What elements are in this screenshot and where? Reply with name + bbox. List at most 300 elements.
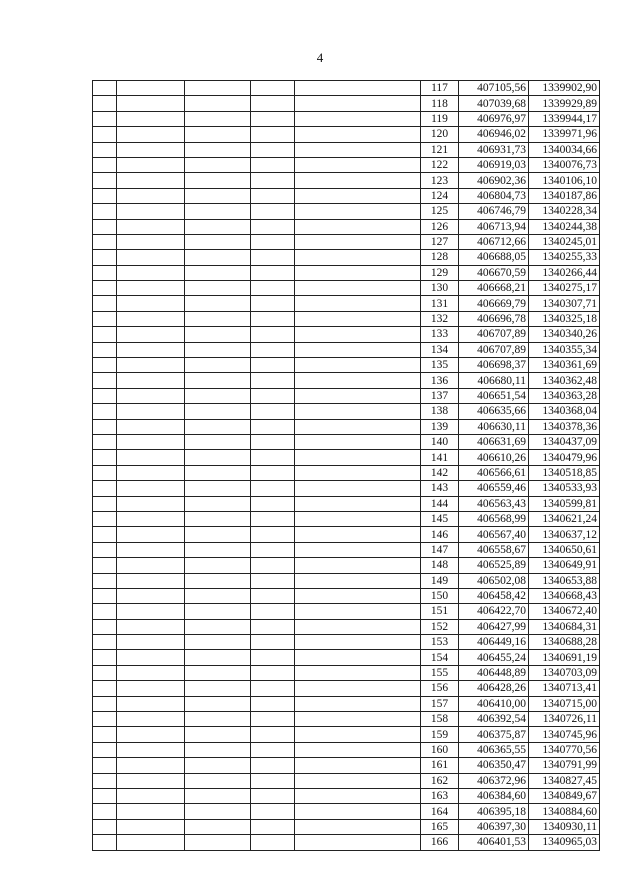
- x-coordinate-cell: 406567,40: [459, 527, 529, 542]
- blank-cell: [251, 404, 295, 419]
- blank-cell: [185, 127, 251, 142]
- blank-cell: [93, 650, 117, 665]
- blank-cell: [117, 819, 185, 834]
- point-number-cell: 128: [421, 250, 459, 265]
- point-number-cell: 150: [421, 588, 459, 603]
- blank-cell: [93, 96, 117, 111]
- x-coordinate-cell: 406558,67: [459, 542, 529, 557]
- blank-cell: [295, 496, 421, 511]
- table-row: [93, 573, 600, 588]
- point-number-cell: 146: [421, 527, 459, 542]
- blank-cell: [117, 665, 185, 680]
- y-coordinate-cell: 1340791,99: [529, 758, 600, 773]
- blank-cell: [185, 542, 251, 557]
- blank-cell: [93, 635, 117, 650]
- blank-cell: [251, 542, 295, 557]
- blank-cell: [251, 696, 295, 711]
- blank-cell: [93, 742, 117, 757]
- blank-cell: [185, 265, 251, 280]
- blank-cell: [185, 173, 251, 188]
- blank-cell: [117, 373, 185, 388]
- blank-cell: [185, 727, 251, 742]
- blank-cell: [185, 650, 251, 665]
- table-row: [93, 788, 600, 803]
- blank-cell: [185, 527, 251, 542]
- point-number-cell: 149: [421, 573, 459, 588]
- blank-cell: [295, 773, 421, 788]
- blank-cell: [295, 81, 421, 96]
- blank-cell: [93, 434, 117, 449]
- blank-cell: [117, 588, 185, 603]
- blank-cell: [185, 296, 251, 311]
- blank-cell: [185, 496, 251, 511]
- blank-cell: [295, 142, 421, 157]
- point-number-cell: 164: [421, 804, 459, 819]
- blank-cell: [93, 358, 117, 373]
- y-coordinate-cell: 1340649,91: [529, 558, 600, 573]
- blank-cell: [185, 219, 251, 234]
- blank-cell: [295, 281, 421, 296]
- blank-cell: [117, 157, 185, 172]
- point-number-cell: 158: [421, 712, 459, 727]
- blank-cell: [117, 788, 185, 803]
- y-coordinate-cell: 1340275,17: [529, 281, 600, 296]
- blank-cell: [93, 604, 117, 619]
- point-number-cell: 136: [421, 373, 459, 388]
- blank-cell: [251, 450, 295, 465]
- blank-cell: [295, 188, 421, 203]
- point-number-cell: 147: [421, 542, 459, 557]
- blank-cell: [117, 681, 185, 696]
- y-coordinate-cell: 1340599,81: [529, 496, 600, 511]
- table-row: [93, 758, 600, 773]
- blank-cell: [251, 311, 295, 326]
- table-row: [93, 712, 600, 727]
- blank-cell: [117, 465, 185, 480]
- point-number-cell: 153: [421, 635, 459, 650]
- table-row: [93, 727, 600, 742]
- blank-cell: [251, 650, 295, 665]
- point-number-cell: 141: [421, 450, 459, 465]
- blank-cell: [93, 265, 117, 280]
- blank-cell: [251, 157, 295, 172]
- blank-cell: [93, 496, 117, 511]
- blank-cell: [117, 804, 185, 819]
- blank-cell: [295, 742, 421, 757]
- x-coordinate-cell: 406559,46: [459, 481, 529, 496]
- blank-cell: [185, 404, 251, 419]
- table-row: [93, 388, 600, 403]
- blank-cell: [117, 234, 185, 249]
- blank-cell: [185, 511, 251, 526]
- point-number-cell: 133: [421, 327, 459, 342]
- table-body: [93, 81, 600, 851]
- blank-cell: [295, 588, 421, 603]
- blank-cell: [93, 419, 117, 434]
- y-coordinate-cell: 1339902,90: [529, 81, 600, 96]
- blank-cell: [295, 635, 421, 650]
- y-coordinate-cell: 1340378,36: [529, 419, 600, 434]
- table-row: [93, 204, 600, 219]
- blank-cell: [251, 511, 295, 526]
- point-number-cell: 121: [421, 142, 459, 157]
- blank-cell: [117, 358, 185, 373]
- blank-cell: [185, 450, 251, 465]
- x-coordinate-cell: 406525,89: [459, 558, 529, 573]
- y-coordinate-cell: 1340637,12: [529, 527, 600, 542]
- point-number-cell: 118: [421, 96, 459, 111]
- blank-cell: [117, 265, 185, 280]
- table-row: [93, 527, 600, 542]
- blank-cell: [251, 619, 295, 634]
- table-row: [93, 665, 600, 680]
- y-coordinate-cell: 1340770,56: [529, 742, 600, 757]
- blank-cell: [251, 327, 295, 342]
- blank-cell: [251, 234, 295, 249]
- point-number-cell: 152: [421, 619, 459, 634]
- table-row: [93, 542, 600, 557]
- y-coordinate-cell: 1340653,88: [529, 573, 600, 588]
- y-coordinate-cell: 1340228,34: [529, 204, 600, 219]
- blank-cell: [295, 419, 421, 434]
- blank-cell: [117, 835, 185, 850]
- blank-cell: [185, 773, 251, 788]
- blank-cell: [93, 727, 117, 742]
- y-coordinate-cell: 1340034,66: [529, 142, 600, 157]
- table-row: [93, 96, 600, 111]
- blank-cell: [93, 696, 117, 711]
- x-coordinate-cell: 406566,61: [459, 465, 529, 480]
- x-coordinate-cell: 406395,18: [459, 804, 529, 819]
- blank-cell: [295, 527, 421, 542]
- blank-cell: [251, 265, 295, 280]
- blank-cell: [117, 604, 185, 619]
- blank-cell: [117, 573, 185, 588]
- blank-cell: [251, 358, 295, 373]
- y-coordinate-cell: 1340703,09: [529, 665, 600, 680]
- blank-cell: [93, 773, 117, 788]
- y-coordinate-cell: 1340244,38: [529, 219, 600, 234]
- blank-cell: [295, 804, 421, 819]
- blank-cell: [117, 450, 185, 465]
- blank-cell: [251, 342, 295, 357]
- x-coordinate-cell: 406563,43: [459, 496, 529, 511]
- blank-cell: [185, 804, 251, 819]
- point-number-cell: 119: [421, 111, 459, 126]
- blank-cell: [185, 311, 251, 326]
- blank-cell: [295, 296, 421, 311]
- page-number: 4: [316, 50, 324, 65]
- blank-cell: [117, 204, 185, 219]
- blank-cell: [295, 96, 421, 111]
- blank-cell: [185, 234, 251, 249]
- blank-cell: [117, 327, 185, 342]
- y-coordinate-cell: 1340827,45: [529, 773, 600, 788]
- table-row: [93, 681, 600, 696]
- blank-cell: [251, 681, 295, 696]
- blank-cell: [93, 188, 117, 203]
- blank-cell: [93, 835, 117, 850]
- blank-cell: [185, 712, 251, 727]
- blank-cell: [117, 173, 185, 188]
- blank-cell: [185, 819, 251, 834]
- point-number-cell: 127: [421, 234, 459, 249]
- x-coordinate-cell: 406455,24: [459, 650, 529, 665]
- x-coordinate-cell: 406696,78: [459, 311, 529, 326]
- x-coordinate-cell: 407039,68: [459, 96, 529, 111]
- blank-cell: [295, 450, 421, 465]
- blank-cell: [295, 665, 421, 680]
- x-coordinate-cell: 406397,30: [459, 819, 529, 834]
- blank-cell: [295, 404, 421, 419]
- blank-cell: [93, 558, 117, 573]
- blank-cell: [295, 465, 421, 480]
- table-row: [93, 81, 600, 96]
- blank-cell: [251, 281, 295, 296]
- blank-cell: [295, 619, 421, 634]
- blank-cell: [93, 619, 117, 634]
- x-coordinate-cell: 406902,36: [459, 173, 529, 188]
- point-number-cell: 135: [421, 358, 459, 373]
- blank-cell: [93, 450, 117, 465]
- y-coordinate-cell: 1339929,89: [529, 96, 600, 111]
- x-coordinate-cell: 406630,11: [459, 419, 529, 434]
- blank-cell: [295, 265, 421, 280]
- blank-cell: [251, 665, 295, 680]
- x-coordinate-cell: 406384,60: [459, 788, 529, 803]
- blank-cell: [251, 573, 295, 588]
- blank-cell: [251, 819, 295, 834]
- blank-cell: [185, 481, 251, 496]
- point-number-cell: 143: [421, 481, 459, 496]
- blank-cell: [93, 712, 117, 727]
- blank-cell: [117, 111, 185, 126]
- x-coordinate-cell: 406502,08: [459, 573, 529, 588]
- x-coordinate-cell: 406449,16: [459, 635, 529, 650]
- blank-cell: [93, 81, 117, 96]
- blank-cell: [93, 588, 117, 603]
- y-coordinate-cell: 1340361,69: [529, 358, 600, 373]
- point-number-cell: 120: [421, 127, 459, 142]
- point-number-cell: 157: [421, 696, 459, 711]
- blank-cell: [185, 588, 251, 603]
- y-coordinate-cell: 1340437,09: [529, 434, 600, 449]
- blank-cell: [295, 604, 421, 619]
- table-row: [93, 450, 600, 465]
- blank-cell: [93, 681, 117, 696]
- x-coordinate-cell: 406668,21: [459, 281, 529, 296]
- blank-cell: [251, 558, 295, 573]
- x-coordinate-cell: 406365,55: [459, 742, 529, 757]
- table-row: [93, 219, 600, 234]
- blank-cell: [117, 127, 185, 142]
- blank-cell: [117, 742, 185, 757]
- point-number-cell: 148: [421, 558, 459, 573]
- blank-cell: [117, 712, 185, 727]
- y-coordinate-cell: 1340307,71: [529, 296, 600, 311]
- blank-cell: [93, 481, 117, 496]
- table-row: [93, 419, 600, 434]
- blank-cell: [117, 296, 185, 311]
- table-row: [93, 511, 600, 526]
- blank-cell: [295, 573, 421, 588]
- blank-cell: [93, 296, 117, 311]
- blank-cell: [295, 358, 421, 373]
- blank-cell: [295, 311, 421, 326]
- blank-cell: [93, 281, 117, 296]
- table-row: [93, 373, 600, 388]
- y-coordinate-cell: 1340965,03: [529, 835, 600, 850]
- blank-cell: [251, 773, 295, 788]
- table-row: [93, 619, 600, 634]
- blank-cell: [185, 434, 251, 449]
- x-coordinate-cell: 406635,66: [459, 404, 529, 419]
- x-coordinate-cell: 406707,89: [459, 327, 529, 342]
- point-number-cell: 163: [421, 788, 459, 803]
- blank-cell: [117, 696, 185, 711]
- blank-cell: [251, 373, 295, 388]
- point-number-cell: 166: [421, 835, 459, 850]
- blank-cell: [93, 157, 117, 172]
- x-coordinate-cell: 406946,02: [459, 127, 529, 142]
- blank-cell: [117, 542, 185, 557]
- blank-cell: [295, 219, 421, 234]
- blank-cell: [117, 650, 185, 665]
- point-number-cell: 142: [421, 465, 459, 480]
- blank-cell: [93, 527, 117, 542]
- table-row: [93, 635, 600, 650]
- table-row: [93, 311, 600, 326]
- y-coordinate-cell: 1340668,43: [529, 588, 600, 603]
- blank-cell: [185, 788, 251, 803]
- table-row: [93, 481, 600, 496]
- blank-cell: [185, 835, 251, 850]
- blank-cell: [117, 250, 185, 265]
- point-number-cell: 139: [421, 419, 459, 434]
- x-coordinate-cell: 406410,00: [459, 696, 529, 711]
- x-coordinate-cell: 407105,56: [459, 81, 529, 96]
- blank-cell: [93, 373, 117, 388]
- y-coordinate-cell: 1340745,96: [529, 727, 600, 742]
- table-row: [93, 342, 600, 357]
- point-number-cell: 159: [421, 727, 459, 742]
- point-number-cell: 161: [421, 758, 459, 773]
- blank-cell: [185, 619, 251, 634]
- x-coordinate-cell: 406931,73: [459, 142, 529, 157]
- table-row: [93, 696, 600, 711]
- blank-cell: [93, 219, 117, 234]
- point-number-cell: 125: [421, 204, 459, 219]
- y-coordinate-cell: 1340849,67: [529, 788, 600, 803]
- blank-cell: [251, 81, 295, 96]
- point-number-cell: 162: [421, 773, 459, 788]
- blank-cell: [295, 542, 421, 557]
- point-number-cell: 151: [421, 604, 459, 619]
- blank-cell: [185, 465, 251, 480]
- blank-cell: [117, 219, 185, 234]
- blank-cell: [251, 204, 295, 219]
- blank-cell: [251, 127, 295, 142]
- blank-cell: [117, 388, 185, 403]
- point-number-cell: 134: [421, 342, 459, 357]
- blank-cell: [93, 111, 117, 126]
- blank-cell: [93, 404, 117, 419]
- table-row: [93, 496, 600, 511]
- blank-cell: [295, 373, 421, 388]
- blank-cell: [251, 388, 295, 403]
- blank-cell: [185, 696, 251, 711]
- blank-cell: [295, 788, 421, 803]
- blank-cell: [185, 758, 251, 773]
- blank-cell: [295, 111, 421, 126]
- point-number-cell: 131: [421, 296, 459, 311]
- blank-cell: [295, 727, 421, 742]
- x-coordinate-cell: 406707,89: [459, 342, 529, 357]
- y-coordinate-cell: 1340715,00: [529, 696, 600, 711]
- table-row: [93, 465, 600, 480]
- table-row: [93, 819, 600, 834]
- y-coordinate-cell: 1339944,17: [529, 111, 600, 126]
- blank-cell: [251, 635, 295, 650]
- blank-cell: [295, 712, 421, 727]
- blank-cell: [295, 234, 421, 249]
- y-coordinate-cell: 1340621,24: [529, 511, 600, 526]
- table-row: [93, 173, 600, 188]
- blank-cell: [117, 635, 185, 650]
- x-coordinate-cell: 406670,59: [459, 265, 529, 280]
- blank-cell: [117, 496, 185, 511]
- table-row: [93, 327, 600, 342]
- y-coordinate-cell: 1340355,34: [529, 342, 600, 357]
- y-coordinate-cell: 1340325,18: [529, 311, 600, 326]
- y-coordinate-cell: 1339971,96: [529, 127, 600, 142]
- blank-cell: [93, 511, 117, 526]
- blank-cell: [295, 250, 421, 265]
- blank-cell: [185, 204, 251, 219]
- blank-cell: [117, 81, 185, 96]
- blank-cell: [117, 404, 185, 419]
- point-number-cell: 138: [421, 404, 459, 419]
- y-coordinate-cell: 1340245,01: [529, 234, 600, 249]
- blank-cell: [185, 327, 251, 342]
- blank-cell: [251, 142, 295, 157]
- blank-cell: [93, 234, 117, 249]
- blank-cell: [185, 281, 251, 296]
- blank-cell: [117, 619, 185, 634]
- table-row: [93, 234, 600, 249]
- blank-cell: [251, 219, 295, 234]
- blank-cell: [251, 712, 295, 727]
- table-row: [93, 157, 600, 172]
- blank-cell: [117, 188, 185, 203]
- table-row: [93, 742, 600, 757]
- y-coordinate-cell: 1340362,48: [529, 373, 600, 388]
- blank-cell: [295, 681, 421, 696]
- blank-cell: [93, 819, 117, 834]
- blank-cell: [117, 434, 185, 449]
- blank-cell: [93, 311, 117, 326]
- blank-cell: [251, 835, 295, 850]
- table-row: [93, 142, 600, 157]
- point-number-cell: 137: [421, 388, 459, 403]
- blank-cell: [251, 465, 295, 480]
- y-coordinate-cell: 1340255,33: [529, 250, 600, 265]
- blank-cell: [117, 511, 185, 526]
- table-row: [93, 588, 600, 603]
- x-coordinate-cell: 406610,26: [459, 450, 529, 465]
- y-coordinate-cell: 1340106,10: [529, 173, 600, 188]
- point-number-cell: 144: [421, 496, 459, 511]
